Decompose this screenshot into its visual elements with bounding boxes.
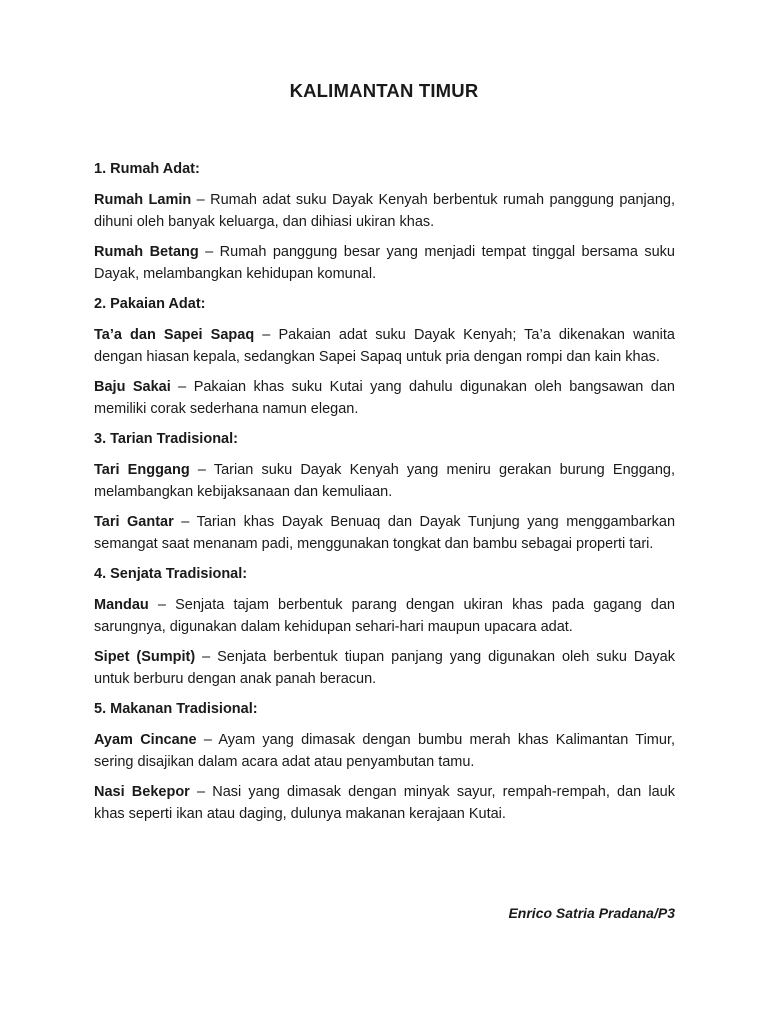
section-heading: 2. Pakaian Adat: <box>94 296 206 312</box>
entry-term: Rumah Betang <box>94 244 199 260</box>
entry-term: Baju Sakai <box>94 379 171 395</box>
section-heading: 1. Rumah Adat: <box>94 161 200 177</box>
author-signature: Enrico Satria Pradana/P3 <box>508 905 675 921</box>
section-heading: 3. Tarian Tradisional: <box>94 431 238 447</box>
entry-ayam-cincane: Ayam Cincane – Ayam yang dimasak dengan bumbu merah khas Kalimantan Timur, sering disajikan dalam acara adat atau penyambutan tamu. <box>94 732 675 770</box>
section-tarian-tradisional <box>94 428 675 555</box>
entry-term: Tari Gantar <box>94 514 174 530</box>
section-senjata-tradisional <box>94 563 675 690</box>
entry-rumah-lamin: Rumah Lamin – Rumah adat suku Dayak Kenyah berbentuk rumah panggung panjang, dihuni oleh banyak keluarga, dan dihiasi ukiran khas. <box>94 192 676 230</box>
entry-term: Nasi Bekepor <box>94 784 190 800</box>
entry-description: Rumah adat suku Dayak Kenyah berbentuk rumah panggung panjang, dihuni oleh banyak keluarga, dan dihiasi ukiran khas. <box>94 192 676 230</box>
document-title: KALIMANTAN TIMUR <box>289 80 479 101</box>
section-heading: 5. Makanan Tradisional: <box>94 701 258 717</box>
document-body <box>94 158 675 833</box>
entry-description: Tarian khas Dayak Benuaq dan Dayak Tunjung yang menggambarkan semangat saat menanam padi, menggunakan tongkat dan bambu sebagai properti tari. <box>94 514 676 552</box>
entry-term: Mandau <box>94 597 149 613</box>
entry-description: Ayam yang dimasak dengan bumbu merah khas Kalimantan Timur, sering disajikan dalam acara adat atau penyambutan tamu. <box>94 732 675 770</box>
entry-term: Rumah Lamin <box>94 192 192 208</box>
entry-sipet-sumpit: Sipet (Sumpit) – Senjata berbentuk tiupan panjang yang digunakan oleh suku Dayak untuk berburu dengan anak panah beracun. <box>94 649 675 687</box>
entry-description: Senjata tajam berbentuk parang dengan ukiran khas pada gagang dan sarungnya, digunakan dalam kehidupan sehari-hari maupun upacara adat. <box>94 597 675 635</box>
entry-term: Ayam Cincane <box>94 732 197 748</box>
entry-description: Pakaian adat suku Dayak Kenyah; Ta’a dikenakan wanita dengan hiasan kepala, sedangkan Sapei Sapaq untuk pria dengan rompi dan kain khas. <box>94 327 675 365</box>
section-makanan-tradisional <box>94 698 675 825</box>
entry-nasi-bekepor: Nasi Bekepor – Nasi yang dimasak dengan minyak sayur, rempah-rempah, dan lauk khas seperti ikan atau daging, dulunya makanan kerajaan Kutai. <box>94 784 675 822</box>
entry-description: Nasi yang dimasak dengan minyak sayur, rempah-rempah, dan lauk khas seperti ikan atau daging, dulunya makanan kerajaan Kutai. <box>94 784 675 822</box>
entry-term: Tari Enggang <box>94 462 190 478</box>
entry-description: Pakaian khas suku Kutai yang dahulu digunakan oleh bangsawan dan memiliki corak sederhana namun elegan. <box>94 379 675 417</box>
entry-taa-sapei-sapaq: Ta’a dan Sapei Sapaq – Pakaian adat suku Dayak Kenyah; Ta’a dikenakan wanita dengan hiasan kepala, sedangkan Sapei Sapaq untuk pria dengan rompi dan kain khas. <box>94 327 675 365</box>
entry-term: Sipet (Sumpit) <box>94 649 196 665</box>
section-rumah-adat <box>94 158 675 285</box>
entry-tari-enggang: Tari Enggang – Tarian suku Dayak Kenyah yang meniru gerakan burung Enggang, melambangkan kebijaksanaan dan kemuliaan. <box>94 462 675 500</box>
section-pakaian-adat <box>94 293 675 420</box>
entry-baju-sakai: Baju Sakai – Pakaian khas suku Kutai yang dahulu digunakan oleh bangsawan dan memiliki corak sederhana namun elegan. <box>94 379 675 417</box>
entry-tari-gantar: Tari Gantar – Tarian khas Dayak Benuaq dan Dayak Tunjung yang menggambarkan semangat saat menanam padi, menggunakan tongkat dan bambu sebagai properti tari. <box>94 514 676 552</box>
entry-mandau: Mandau – Senjata tajam berbentuk parang dengan ukiran khas pada gagang dan sarungnya, digunakan dalam kehidupan sehari-hari maupun upacara adat. <box>94 597 675 635</box>
entry-description: Senjata berbentuk tiupan panjang yang digunakan oleh suku Dayak untuk berburu dengan anak panah beracun. <box>94 649 675 687</box>
entry-description: Tarian suku Dayak Kenyah yang meniru gerakan burung Enggang, melambangkan kebijaksanaan dan kemuliaan. <box>94 462 675 500</box>
entry-description: Rumah panggung besar yang menjadi tempat tinggal bersama suku Dayak, melambangkan kehidupan komunal. <box>94 244 675 282</box>
section-heading: 4. Senjata Tradisional: <box>94 566 248 582</box>
entry-rumah-betang: Rumah Betang – Rumah panggung besar yang menjadi tempat tinggal bersama suku Dayak, melambangkan kehidupan komunal. <box>94 244 675 282</box>
entry-term: Ta’a dan Sapei Sapaq <box>94 327 255 343</box>
